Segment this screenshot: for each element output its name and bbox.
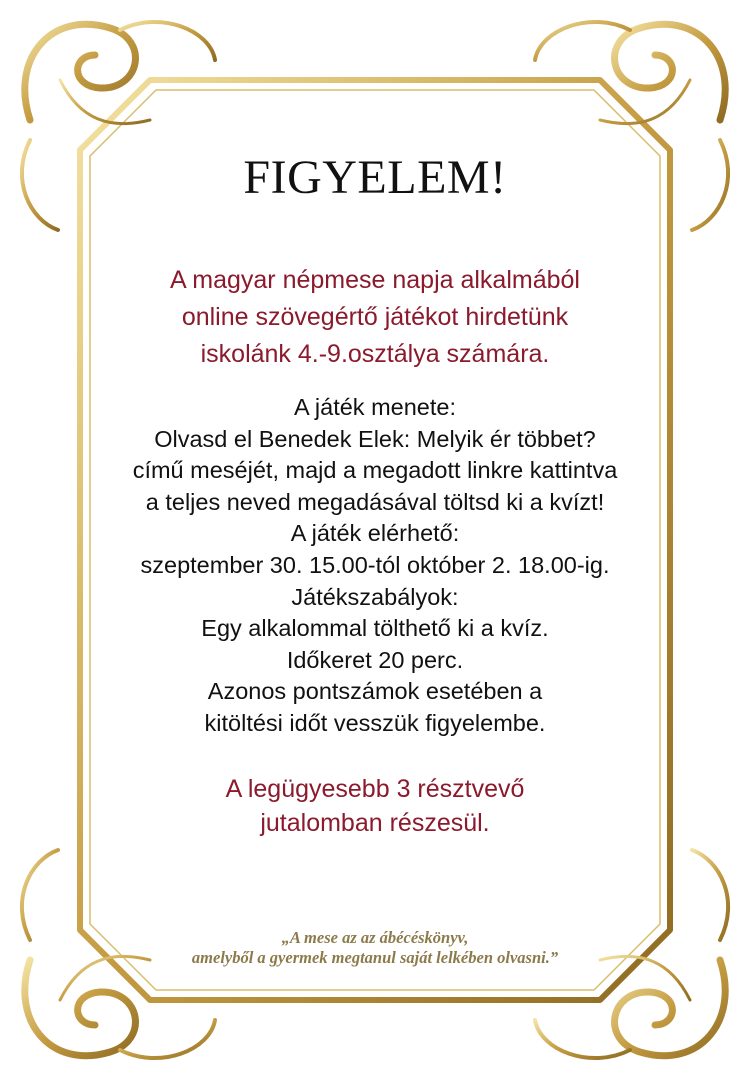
rules-line: Azonos pontszámok esetében a (207, 678, 543, 705)
quote-text (80, 928, 670, 968)
rules-line: a teljes neved megadásával töltsd ki a kvízt! (145, 488, 605, 515)
prize-line: A legügyesebb 3 résztvevő (225, 775, 525, 803)
rules-line: Játékszabályok: (291, 583, 459, 610)
rules-line: Időkeret 20 perc. (286, 646, 464, 673)
rules-line: A játék elérhető: (290, 520, 460, 547)
page-title: FIGYELEM! (243, 151, 507, 204)
rules-line: szeptember 30. 15.00-tól október 2. 18.00-ig. (140, 551, 610, 578)
intro-line: iskolánk 4.-9.osztálya számára. (200, 340, 550, 368)
quote-line: amelyből a gyermek megtanul saját lelkében olvasni.” (191, 948, 559, 967)
rules-line: Egy alkalommal tölthető ki a kvíz. (201, 615, 549, 642)
rules-line: című meséjét, majd a megadott linkre kattintva (132, 457, 618, 484)
quote-line: „A mese az az ábécéskönyv, (281, 928, 469, 947)
intro-line: A magyar népmese napja alkalmából (170, 266, 580, 294)
rules-text (70, 392, 680, 740)
rules-line: Olvasd el Benedek Elek: Melyik ér többet? (154, 425, 596, 452)
intro-line: online szövegértő játékot hirdetünk (181, 303, 569, 331)
intro-text (80, 262, 670, 373)
rules-line: A játék menete: (294, 394, 456, 420)
prize-text (80, 772, 670, 840)
prize-line: jutalomban részesül. (260, 809, 490, 837)
rules-line: kitöltési időt vesszük figyelembe. (204, 709, 546, 736)
